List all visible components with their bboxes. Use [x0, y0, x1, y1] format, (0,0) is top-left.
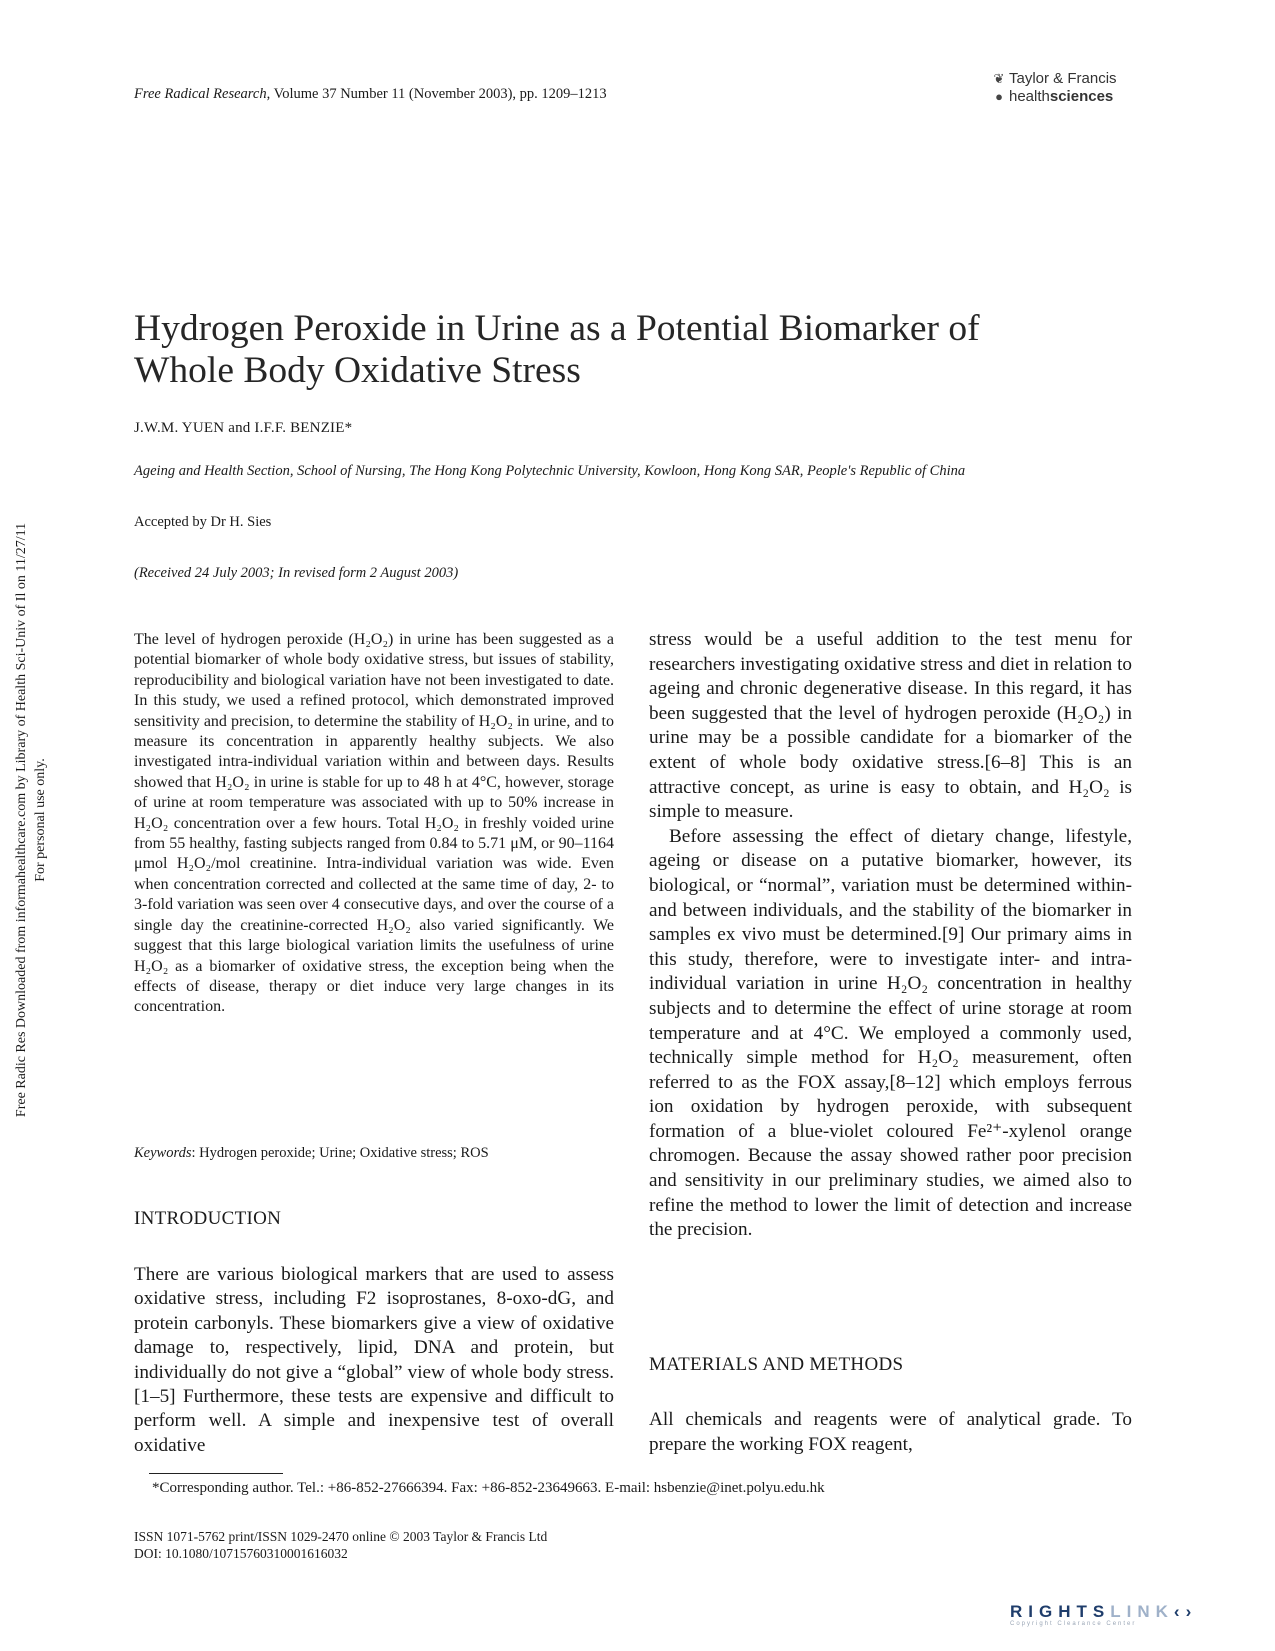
journal-name: Free Radical Research	[134, 86, 267, 102]
introduction-paragraph-2: Before assessing the effect of dietary change, lifestyle, ageing or disease on a putative biomarker, however, its biological, or “normal”, variation must be determined within- and between individuals, and the stability of the biomarker in samples ex vivo must be determined.[9] Our primary aims in this study, therefore, were to investigate inter- and intra-individual variation in urine H₂O₂ concentration in healthy subjects and to determine the effect of urine storage at room temperature and at 4°C. We employed a commonly used, technically simple method for H₂O₂ measurement, often referred to as the FOX assay,[8–12] which employs ferrous ion oxidation by hydrogen peroxide, with subsequent formation of a blue-violet coloured Fe²⁺-xylenol orange chromogen. Because the assay showed rather poor precision and sensitivity in our preliminary studies, we aimed also to refine the method to lower the limit of detection and increase the precision.	[649, 825, 1132, 1241]
introduction-paragraph-1: There are various biological markers that are used to assess oxidative stress, including F2 isoprostanes, 8-oxo-dG, and protein carbonyls. These biomarkers give a view of oxidative damage to, respectively, lipid, DNA and protein, but individually do not give a “global” view of whole body stress.[1–5] Furthermore, these tests are expensive and difficult to perform well. A simple and inexpensive test of overall oxidative	[134, 1264, 614, 1456]
footnote-divider	[149, 1473, 283, 1474]
journal-details: , Volume 37 Number 11 (November 2003), pp. 1209–1213	[266, 86, 607, 102]
right-column-text	[649, 628, 1132, 1243]
keywords-text: : Hydrogen peroxide; Urine; Oxidative stress; ROS	[191, 1145, 489, 1161]
article-title	[134, 308, 980, 392]
publisher-leaf-icon: ❦	[993, 71, 1005, 86]
watermark-line-2: For personal use only.	[33, 758, 48, 882]
affiliation: Ageing and Health Section, School of Nursing, The Hong Kong Polytechnic University, Kowloon, Hong Kong SAR, People's Republic of China	[134, 463, 966, 479]
abstract: The level of hydrogen peroxide (H₂O₂) in urine has been suggested as a potential biomarker of whole body oxidative stress, but issues of stability, reproducibility and biological variation have not been investigated to date. In this study, we used a refined protocol, which demonstrated improved sensitivity and precision, to determine the stability of H₂O₂ in urine, and to measure its concentration in apparently healthy subjects. We also investigated intra-individual variation within and between days. Results showed that H₂O₂ in urine is stable for up to 48 h at 4°C, however, storage of urine at room temperature was associated with up to 50% increase in H₂O₂ concentration over a few hours. Total H₂O₂ in freshly voided urine from 55 healthy, fasting subjects ranged from 0.84 to 5.71 μM, or 90–1164 μmol H₂O₂/mol creatinine. Intra-individual variation was wide. Even when concentration corrected and collected at the same time of day, 2- to 3-fold variation was seen over 4 consecutive days, and over the course of a single day the creatinine-corrected H₂O₂ also varied significantly. We suggest that this large biological variation limits the usefulness of urine H₂O₂ as a biomarker of oxidative stress, the exception being when the effects of disease, therapy or diet induce very large changes in its concentration.	[134, 631, 614, 1016]
issn-line: ISSN 1071-5762 print/ISSN 1029-2470 online © 2003 Taylor & Francis Ltd	[134, 1529, 548, 1544]
watermark-line-1: Free Radic Res Downloaded from informahealthcare.com by Library of Health Sci-Univ of Il on 11/27/11	[14, 522, 29, 1118]
corresponding-author-footnote: *Corresponding author. Tel.: +86-852-27666394. Fax: +86-852-23649663. E-mail: hsbenzie@inet.polyu.edu.hk	[152, 1480, 825, 1496]
methods-heading: MATERIALS AND METHODS	[649, 1354, 904, 1375]
publisher-division-bold: sciences	[1049, 88, 1114, 105]
publisher-globe-icon: ●	[995, 89, 1003, 104]
keywords-label: Keywords	[134, 1145, 192, 1161]
received-dates: (Received 24 July 2003; In revised form 2 August 2003)	[134, 565, 459, 581]
rightslink-arrow-icon: ‹›	[1173, 1602, 1198, 1621]
publisher-name: Taylor & Francis	[1009, 70, 1117, 87]
issn-doi	[134, 1528, 547, 1562]
title-line-2: Whole Body Oxidative Stress	[134, 350, 581, 391]
author-list: J.W.M. YUEN and I.F.F. BENZIE*	[134, 420, 353, 436]
methods-paragraph-1: All chemicals and reagents were of analytical grade. To prepare the working FOX reagent,	[649, 1409, 1132, 1455]
accepted-by: Accepted by Dr H. Sies	[134, 514, 272, 530]
rightslink-part-2: LINK	[1110, 1602, 1174, 1621]
introduction-paragraph-1-continued: stress would be a useful addition to the test menu for researchers investigating oxidative stress and diet in relation to ageing and chronic degenerative disease. In this regard, it has been suggested that the level of hydrogen peroxide (H₂O₂) in urine may be a possible candidate for a biomarker of the extent of whole body oxidative stress.[6–8] This is an attractive concept, as urine is easy to obtain, and H₂O₂ is simple to measure.	[649, 629, 1132, 823]
download-watermark	[0, 0, 60, 1651]
journal-citation	[134, 86, 607, 103]
introduction-heading: INTRODUCTION	[134, 1208, 282, 1229]
keywords	[134, 1145, 489, 1162]
publisher-division-prefix: health	[1009, 88, 1050, 105]
publisher-logo	[992, 70, 1117, 106]
rightslink-part-1: RIGHTS	[1010, 1602, 1111, 1621]
rightslink-tagline: Copyright Clearance Center	[1010, 1621, 1137, 1627]
rightslink-logo[interactable]	[1010, 1602, 1197, 1627]
doi-line: DOI: 10.1080/10715760310001616032	[134, 1546, 348, 1561]
title-line-1: Hydrogen Peroxide in Urine as a Potential Biomarker of	[134, 308, 980, 349]
